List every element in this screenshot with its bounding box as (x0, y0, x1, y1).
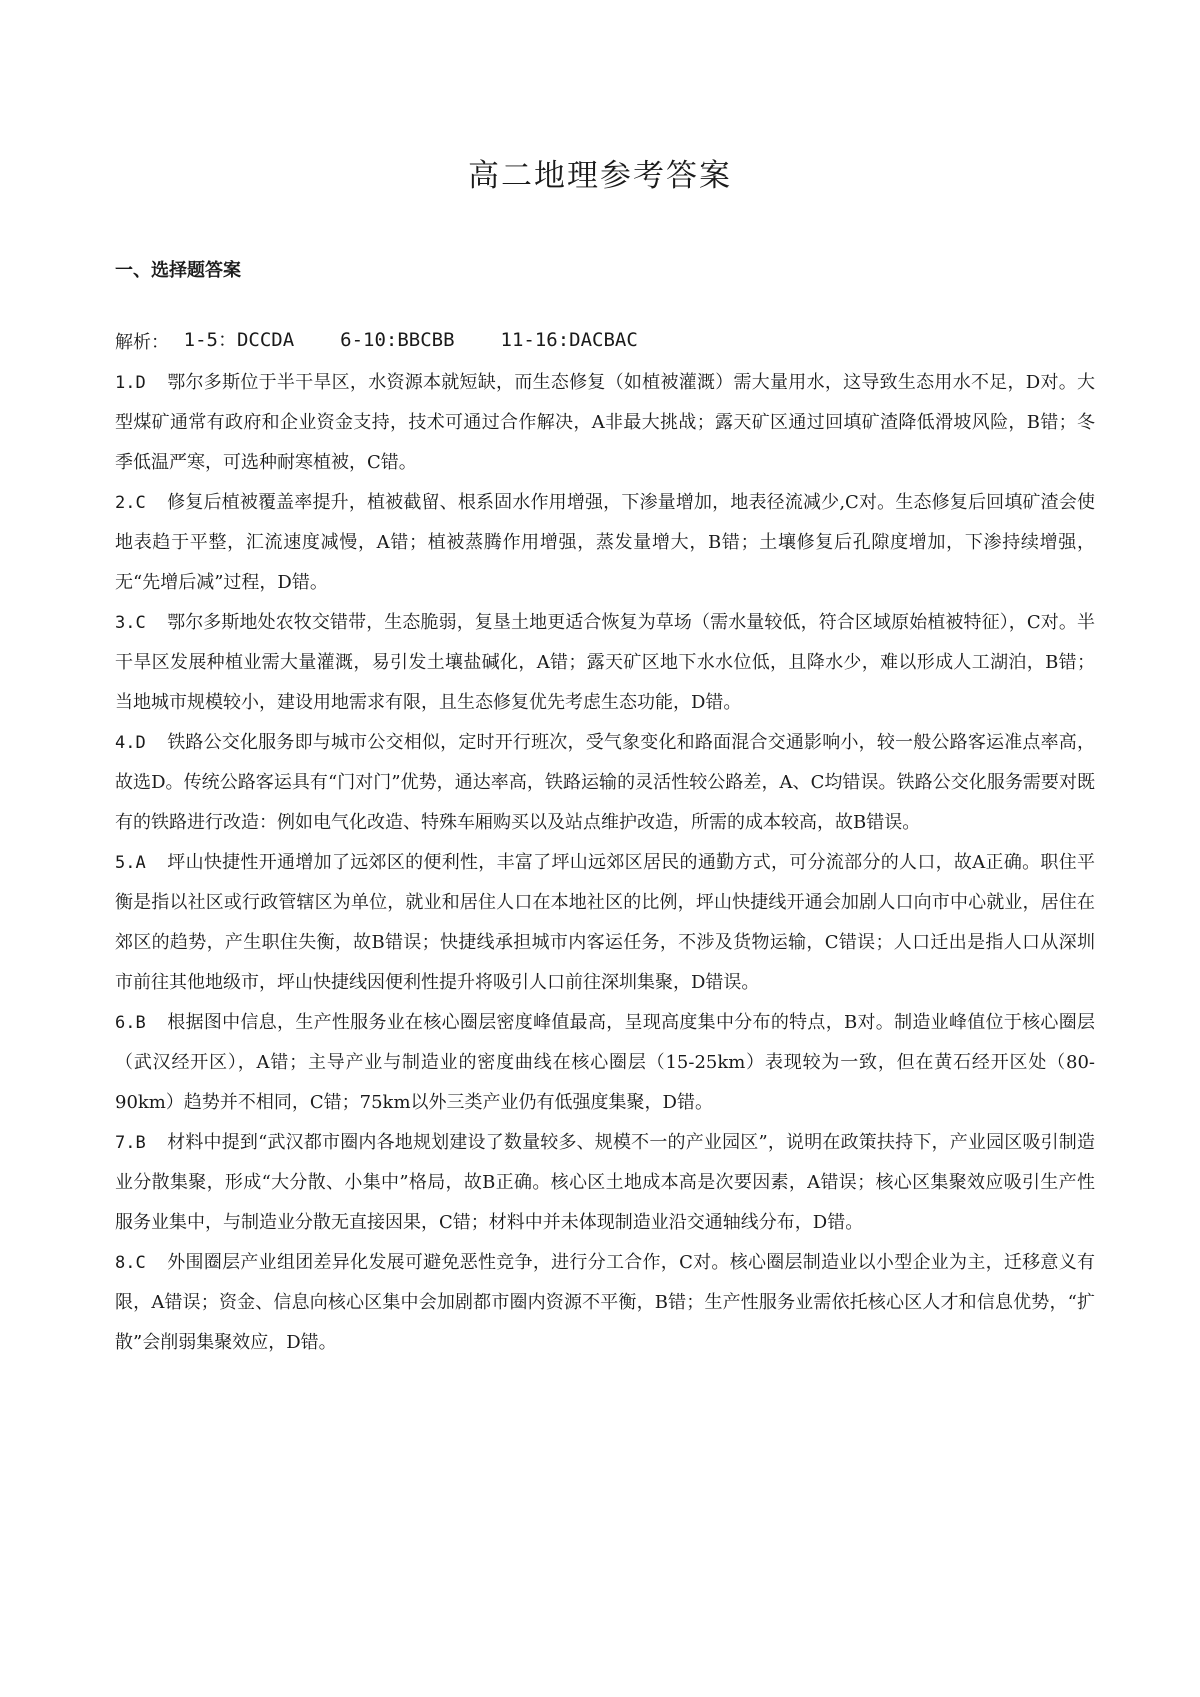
analysis-item (115, 1003, 1095, 1123)
analysis-item (115, 603, 1095, 723)
analysis-item (115, 1123, 1095, 1243)
answer-group: 1-5：DCCDA (183, 329, 295, 351)
item-number: 5.A (115, 853, 146, 873)
item-number: 2.C (115, 493, 146, 513)
section-heading: 一、选择题答案 (115, 260, 241, 281)
item-text: 材料中提到“武汉都市圈内各地规划建设了数量较多、规模不一的产业园区”，说明在政策扶持下，产业园区吸引制造业分散集聚，形成“大分散、小集中”格局，故B正确。核心区土地成本高是次要因素，A错误；核心区集聚效应吸引生产性服务业集中，与制造业分散无直接因果，C错；材料中并未体现制造业沿交通轴线分布，D错。 (115, 1132, 1095, 1233)
analysis-item (115, 843, 1095, 1003)
answer-group: 6-10:BBCBB (340, 329, 455, 351)
item-text: 鄂尔多斯位于半干旱区，水资源本就短缺，而生态修复（如植被灌溉）需大量用水，这导致生态用水不足，D对。大型煤矿通常有政府和企业资金支持，技术可通过合作解决，A非最大挑战；露天矿区通过回填矿渣降低滑坡风险，B错；冬季低温严寒，可选种耐寒植被，C错。 (115, 372, 1095, 473)
item-number: 7.B (115, 1133, 146, 1153)
item-text: 根据图中信息，生产性服务业在核心圈层密度峰值最高，呈现高度集中分布的特点，B对。制造业峰值位于核心圈层（武汉经开区），A错；主导产业与制造业的密度曲线在核心圈层（15-25km）表现较为一致，但在黄石经开区处（80-90km）趋势并不相同，C错；75km以外三类产业仍有低强度集聚，D错。 (115, 1012, 1095, 1113)
item-text: 坪山快捷性开通增加了远郊区的便利性，丰富了坪山远郊区居民的通勤方式，可分流部分的人口，故A正确。职住平衡是指以社区或行政管辖区为单位，就业和居住人口在本地社区的比例，坪山快捷线开通会加剧人口向市中心就业，居住在郊区的趋势，产生职住失衡，故B错误；快捷线承担城市内客运任务，不涉及货物运输，C错误；人口迁出是指人口从深圳市前往其他地级市，坪山快捷线因便利性提升将吸引人口前往深圳集聚，D错误。 (115, 852, 1095, 993)
item-number: 1.D (115, 373, 146, 393)
item-text: 铁路公交化服务即与城市公交相似，定时开行班次，受气象变化和路面混合交通影响小，较一般公路客运准点率高，故选D。传统公路客运具有“门对门”优势，通达率高，铁路运输的灵活性较公路差，A、C均错误。铁路公交化服务需要对既有的铁路进行改造：例如电气化改造、特殊车厢购买以及站点维护改造，所需的成本较高，故B错误。 (115, 732, 1095, 833)
analysis-item (115, 723, 1095, 843)
item-number: 3.C (115, 613, 146, 633)
answer-group: 11-16:DACBAC (500, 329, 638, 351)
analysis-item (115, 483, 1095, 603)
analysis-item (115, 1243, 1095, 1363)
analysis-label: 解析： (115, 332, 169, 353)
item-number: 6.B (115, 1013, 146, 1033)
item-text: 修复后植被覆盖率提升，植被截留、根系固水作用增强，下渗量增加，地表径流减少,C对。生态修复后回填矿渣会使地表趋于平整，汇流速度减慢，A错；植被蒸腾作用增强，蒸发量增大，B错；土壤修复后孔隙度增加，下渗持续增强，无“先增后减”过程，D错。 (115, 492, 1095, 593)
item-number: 4.D (115, 733, 146, 753)
document-body (115, 253, 1095, 1363)
analysis-item (115, 363, 1095, 483)
item-number: 8.C (115, 1253, 146, 1273)
page-title: 高二地理参考答案 (468, 158, 732, 194)
item-text: 外围圈层产业组团差异化发展可避免恶性竞争，进行分工合作，C对。核心圈层制造业以小型企业为主，迁移意义有限，A错误；资金、信息向核心区集中会加剧都市圈内资源不平衡，B错；生产性服务业需依托核心区人才和信息优势，“扩散”会削弱集聚效应，D错。 (115, 1252, 1095, 1353)
item-text: 鄂尔多斯地处农牧交错带，生态脆弱，复垦土地更适合恢复为草场（需水量较低，符合区域原始植被特征），C对。半干旱区发展种植业需大量灌溉，易引发土壤盐碱化，A错；露天矿区地下水水位低，且降水少，难以形成人工湖泊，B错；当地城市规模较小，建设用地需求有限，且生态修复优先考虑生态功能，D错。 (115, 612, 1095, 713)
